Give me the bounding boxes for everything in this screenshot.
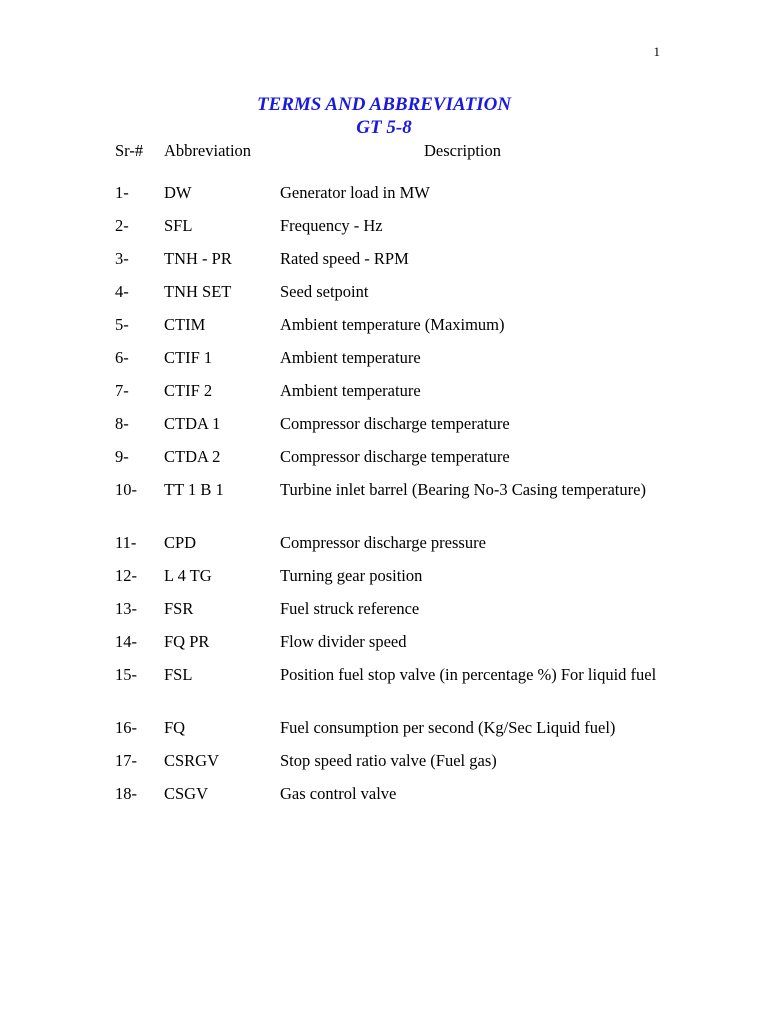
table-row [0,563,768,596]
row-abbreviation: CTDA 2 [164,447,221,466]
table-row [0,246,768,279]
row-description: Compressor discharge pressure [280,533,486,552]
row-abbreviation: FQ [164,718,186,737]
row-number: 3- [115,249,129,268]
row-number: 18- [115,784,137,803]
page-number: 1 [653,44,660,59]
header-abbreviation: Abbreviation [164,141,252,160]
table-row [0,596,768,629]
row-abbreviation: FQ PR [164,632,210,651]
row-description: Flow divider speed [280,632,407,651]
table-row [0,781,768,814]
row-number: 17- [115,751,137,770]
row-number: 9- [115,447,129,466]
table-row [0,662,768,715]
row-description: Seed setpoint [280,282,369,301]
table-row [0,530,768,563]
row-abbreviation: FSR [164,599,194,618]
table-row [0,444,768,477]
row-number: 12- [115,566,137,585]
row-number: 2- [115,216,129,235]
abbreviation-table [0,180,768,814]
row-abbreviation: DW [164,183,192,202]
table-row [0,715,768,748]
row-abbreviation: TNH SET [164,282,232,301]
row-number: 8- [115,414,129,433]
row-abbreviation: FSL [164,665,193,684]
table-row [0,279,768,312]
table-row [0,180,768,213]
table-row [0,213,768,246]
row-description: Rated speed - RPM [280,249,409,268]
row-description: Frequency - Hz [280,216,383,235]
row-abbreviation: SFL [164,216,193,235]
row-abbreviation: CSGV [164,784,209,803]
row-number: 6- [115,348,129,367]
row-abbreviation: CSRGV [164,751,220,770]
row-description: Compressor discharge temperature [280,414,510,433]
row-number: 10- [115,480,137,499]
row-abbreviation: CTIF 2 [164,381,213,400]
row-description: Stop speed ratio valve (Fuel gas) [280,751,497,770]
row-abbreviation: TNH - PR [164,249,232,268]
row-abbreviation: L 4 TG [164,566,212,585]
document-title: TERMS AND ABBREVIATION [256,94,512,115]
row-number: 14- [115,632,137,651]
table-row [0,345,768,378]
row-description: Ambient temperature (Maximum) [280,315,505,334]
header-sr: Sr-# [115,141,144,160]
row-description: Ambient temperature [280,348,421,367]
table-row [0,312,768,345]
row-number: 15- [115,665,137,684]
row-abbreviation: CTIF 1 [164,348,213,367]
row-abbreviation: CTIM [164,315,206,334]
row-description: Position fuel stop valve (in percentage %) For liquid fuel [280,665,657,684]
row-abbreviation: CPD [164,533,197,552]
row-abbreviation: TT 1 B 1 [164,480,224,499]
table-row [0,629,768,662]
row-description: Generator load in MW [280,183,430,202]
row-description: Turning gear position [280,566,423,585]
row-description: Gas control valve [280,784,397,803]
row-number: 7- [115,381,129,400]
row-description: Turbine inlet barrel (Bearing No-3 Casing temperature) [280,480,646,499]
row-number: 11- [115,533,137,552]
row-number: 4- [115,282,129,301]
row-number: 5- [115,315,129,334]
row-description: Ambient temperature [280,381,421,400]
row-description: Compressor discharge temperature [280,447,510,466]
document-subtitle: GT 5-8 [356,117,412,138]
row-abbreviation: CTDA 1 [164,414,221,433]
table-row [0,411,768,444]
row-description: Fuel struck reference [280,599,420,618]
header-description: Description [424,141,501,160]
row-number: 1- [115,183,129,202]
table-row [0,748,768,781]
row-number: 16- [115,718,137,737]
row-description: Fuel consumption per second (Kg/Sec Liquid fuel) [280,718,616,737]
table-row [0,378,768,411]
row-number: 13- [115,599,137,618]
table-row [0,477,768,530]
